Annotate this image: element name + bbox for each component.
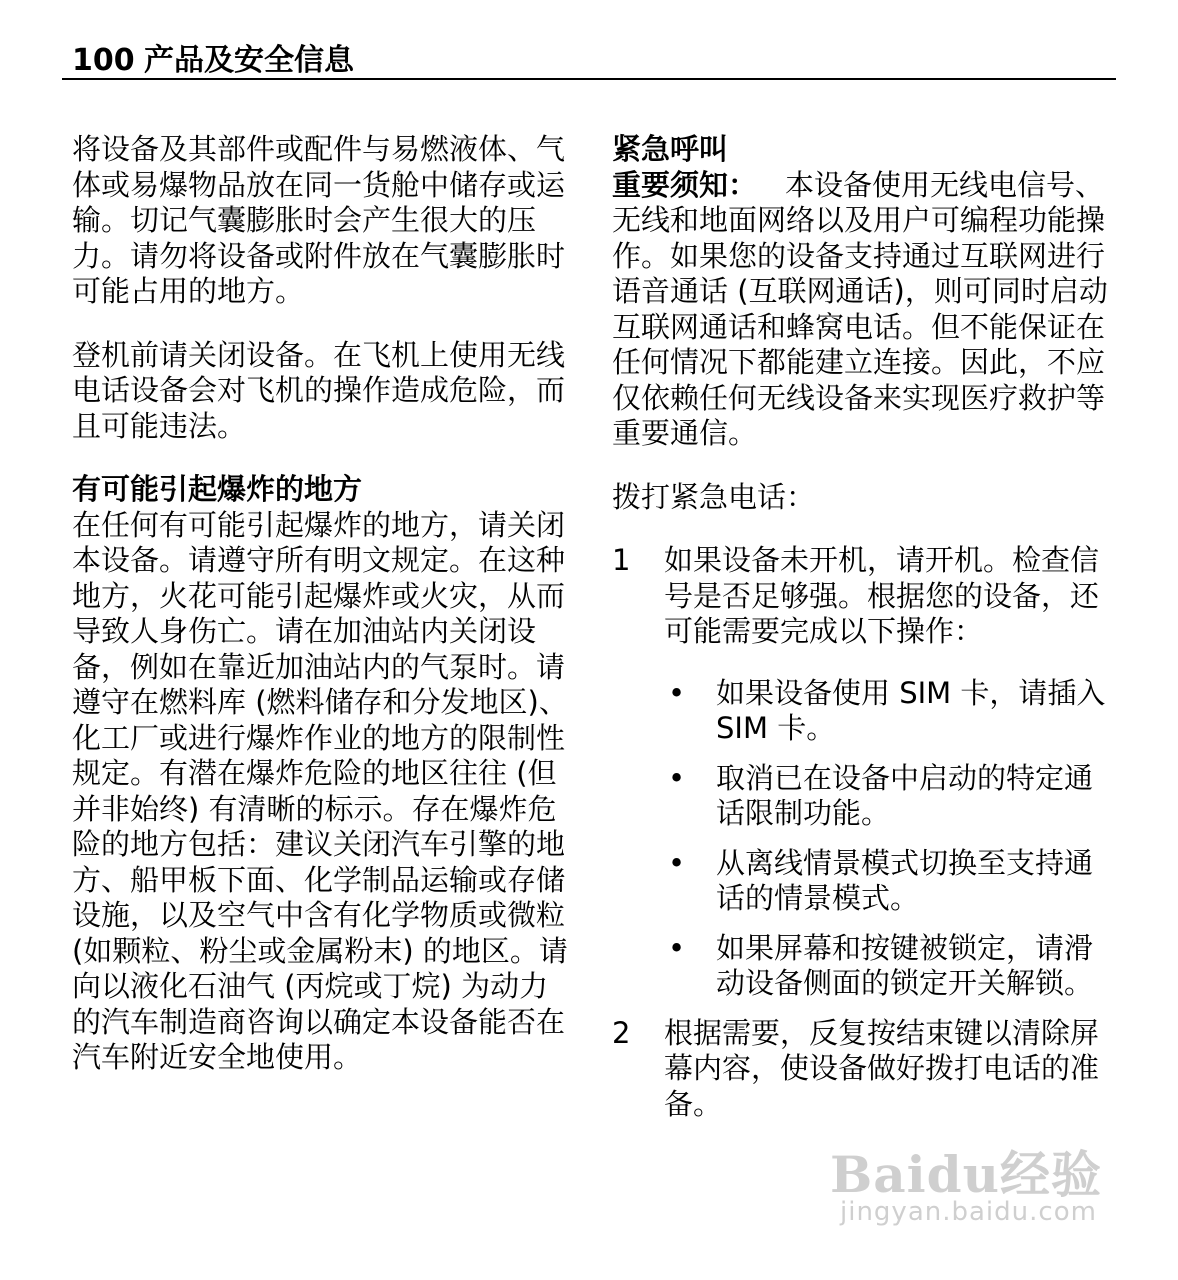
page-number: 100 [72, 43, 135, 78]
cargo-paragraph: 将设备及其部件或配件与易燃液体、气体或易爆物品放在同一货舱中储存或运输。切记气囊膨胀时会产生很大的压力。请勿将设备或附件放在气囊膨胀时可能占用的地方。 [72, 132, 566, 308]
step-item [612, 543, 1112, 1002]
watermark-url: jingyan.baidu.com [840, 1197, 1097, 1227]
bullet-text: 取消已在设备中启动的特定通话限制功能。 [716, 760, 1094, 830]
baidu-watermark [830, 1135, 1130, 1235]
bullet-list [664, 676, 1112, 1002]
step-text: 如果设备未开机，请开机。检查信号是否足够强。根据您的设备，还可能需要完成以下操作： [664, 543, 1100, 648]
aircraft-paragraph: 登机前请关闭设备。在飞机上使用无线电话设备会对飞机的操作造成危险，而且可能违法。 [72, 337, 566, 443]
bullet-icon: • [668, 930, 686, 965]
steps-list [612, 543, 1112, 1122]
notice-body: 本设备使用无线电信号、无线和地面网络以及用户可编程功能操作。如果您的设备支持通过互联网进行语音通话 (互联网通话)，则可同时启动互联网通话和蜂窝电话。但不能保证在任何情况下都能建立连接。因此，不应仅依赖任何无线设备来实现医疗救护等重要通信。 [612, 167, 1108, 450]
bullet-icon: • [668, 675, 686, 710]
bullet-icon: • [668, 845, 686, 880]
bullet-icon: • [668, 760, 686, 795]
bullet-item [664, 676, 1112, 747]
explosive-heading: 有可能引起爆炸的地方 [72, 472, 363, 506]
watermark-logo: Baidu经验 [830, 1145, 1102, 1204]
bullet-item [664, 931, 1112, 1002]
explosive-paragraph: 在任何有可能引起爆炸的地方，请关闭本设备。请遵守所有明文规定。在这种地方，火花可能引起爆炸或火灾，从而导致人身伤亡。请在加油站内关闭设备，例如在靠近加油站内的气泵时。请遵守在燃料库 (燃料储存和分发地区)、化工厂或进行爆炸作业的地方的限制性规定。有潜在爆炸危险的地区往往 (但并非始终) 有清晰的标示。存在爆炸危险的地方包括：建议关闭汽车引擎的地方、船甲板下面、化学制品运输或存储设施，以及空气中含有化学物质或微粒 (如颗粒、粉尘或金属粉末) 的地区。请向以液化石油气 (丙烷或丁烷) 为动力的汽车制造商咨询以确定本设备能否在汽车附近安全地使用。 [72, 507, 568, 1074]
important-notice [612, 168, 1112, 452]
right-column [612, 132, 1112, 1134]
page-header [62, 40, 1116, 80]
step-item [612, 1016, 1112, 1123]
step-number: 2 [612, 1015, 631, 1050]
left-column [72, 132, 570, 1076]
bullet-text: 如果设备使用 SIM 卡，请插入 SIM 卡。 [716, 675, 1106, 745]
header-title: 产品及安全信息 [144, 43, 354, 78]
bullet-text: 从离线情景模式切换至支持通话的情景模式。 [716, 845, 1094, 915]
step-text: 根据需要，反复按结束键以清除屏幕内容，使设备做好拨打电话的准备。 [664, 1015, 1100, 1121]
bullet-item [664, 846, 1112, 917]
step-number: 1 [612, 543, 631, 577]
bullet-item [664, 761, 1112, 832]
bullet-text: 如果屏幕和按键被锁定，请滑动设备侧面的锁定开关解锁。 [716, 930, 1094, 1000]
emergency-heading: 紧急呼叫 [612, 132, 729, 166]
dial-intro: 拨打紧急电话： [612, 479, 816, 514]
notice-label: 重要须知： [612, 167, 758, 202]
